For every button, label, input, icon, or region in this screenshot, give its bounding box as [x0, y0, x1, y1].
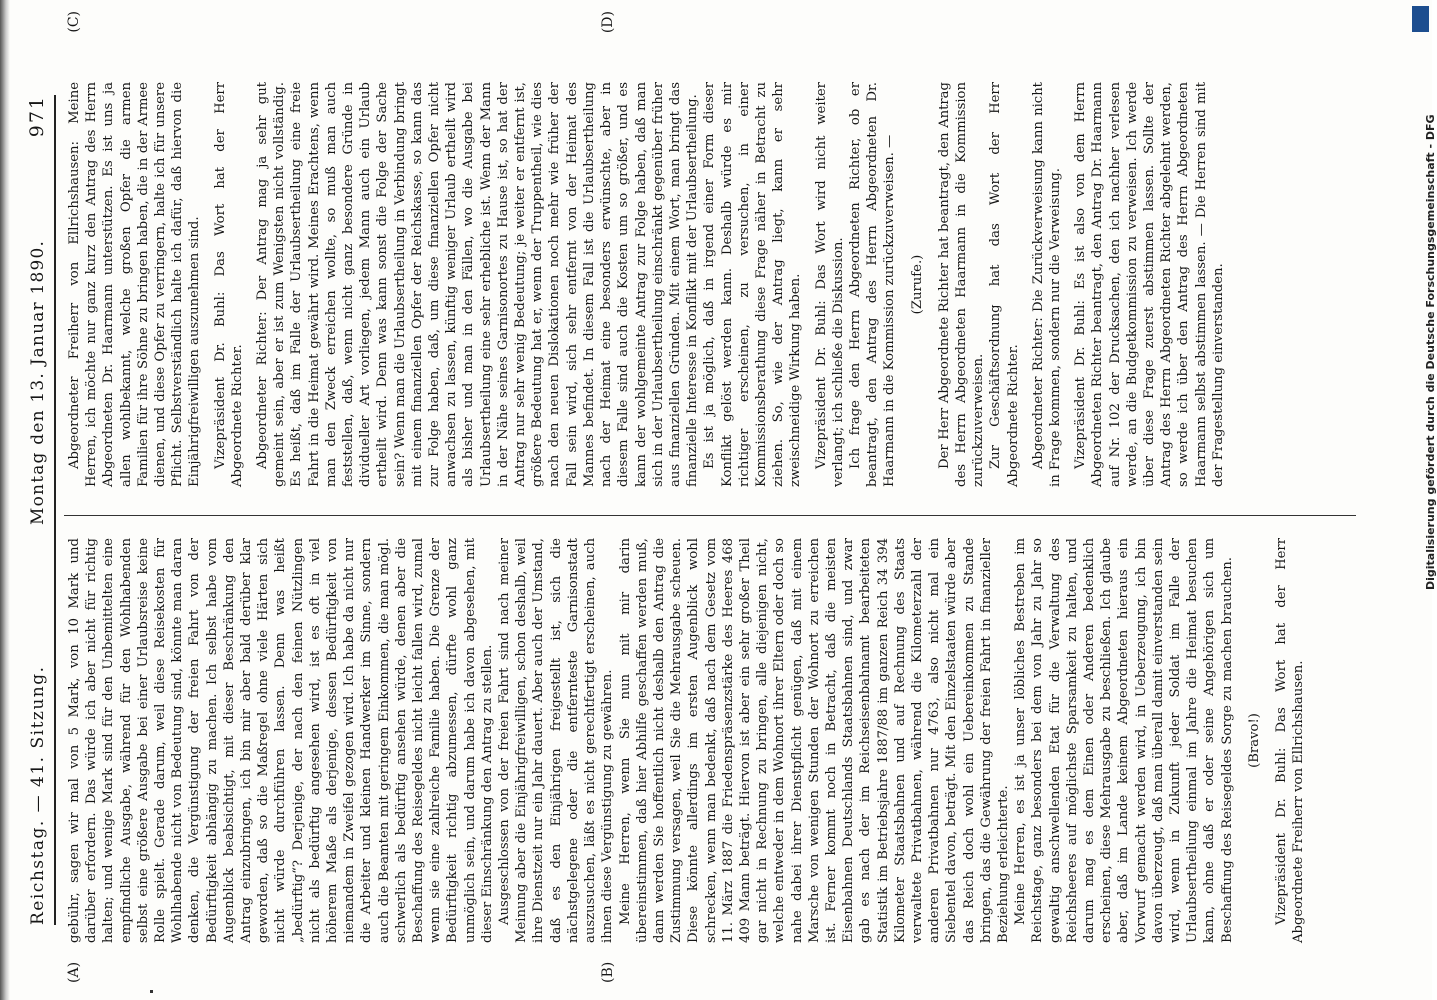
- paragraph: Meine Herren, wenn Sie nun mit mir darin übereinstimmen, daß hier Abhilfe geschaffen werden muß, dann werden Sie hoffentlich nicht deshalb den Antrag die Zustimmung versagen, weil Sie die Mehrausgabe scheuen. Diese könnte allerdings im ersten Augenblick wohl schrecken, wenn man bedenkt, daß nach dem Gesetz vom 11. März 1887 die Friedenspräsenzstärke des Heeres 468 409 Mann beträgt. Hiervon ist aber ein sehr großer Theil gar nicht in Rechnung zu bringen, alle diejenigen nicht, welche entweder in dem Wohnort ihrer Eltern oder doch so nahe dabei ihrer Dienstpflicht genügen, daß mit einem Marsche von wenigen Stunden der Wohnort zu erreichen ist. Ferner kommt noch in Betracht, daß die meisten Eisenbahnen Deutschlands Staatsbahnen sind, und zwar gab es nach der im Reichseisenbahnamt bearbeiteten Statistik im Betriebsjahre 1887/88 im ganzen Reich 34 394 Kilometer Staatsbahnen und auf Rechnung des Staats verwaltete Privatbahnen, während die Kilometerzahl der anderen Privatbahnen nur 4763, also nicht mal ein Siebentel davon, beträgt. Mit den Einzelstaaten würde aber das Reich doch wohl ein Uebereinkommen zu Stande bringen, das die Gewährung der freien Fahrt in finanzieller Beziehung erleichterte.: [617, 538, 1011, 943]
- paragraph: Vizepräsident Dr. Buhl: Es ist also von dem Herrn Abgeordneten Richter beantragt, den Antrag Dr. Haarmann auf Nr. 102 der Drucksachen, den ich nachher verlesen werde, an die Budgetkommission zu verweisen. Ich werde über diese Frage zuerst abstimmen lassen. Sollte der Antrag des Herrn Abgeordneten Richter abgelehnt werden, so werde ich über den Antrag des Herrn Abgeordneten Haarmann selbst abstimmen lassen. — Die Herren sind mit der Fragestellung einverstanden.: [1073, 82, 1226, 487]
- paragraph: Vizepräsident Dr. Buhl: Das Wort wird nicht weiter verlangt; ich schließe die Diskussion.: [813, 82, 846, 487]
- header-title: Reichstag. — 41. Sitzung.: [28, 665, 48, 925]
- interjection-note: (Zurufe.): [909, 254, 925, 315]
- margin-letter-b: (B): [600, 961, 616, 983]
- dfg-logo: [1412, 6, 1429, 32]
- scan-edge-shadow: [0, 0, 10, 1000]
- rotated-page-content: [20, 11, 1360, 983]
- scan-speck: [150, 990, 153, 993]
- running-header: [20, 95, 56, 925]
- left-column: [66, 538, 1352, 943]
- margin-letter-a: (A): [66, 961, 82, 983]
- column-divider: [64, 515, 1356, 516]
- paragraph: Abgeordneter Freiherr von Ellrichshausen: Meine Herren, ich möchte nur ganz kurz den Antrag des Herrn Abgeordneten Dr. Haarmann unterstützen. Es ist uns ja allen wohlbekannt, welche großen Opfer die armen Familien für ihre Söhne zu bringen haben, die in der Armee dienen, und diese Opfer zu verringern, halte ich für unsere Pflicht. Selbstverständlich halte ich dafür, daß hiervon die Einjährigfreiwilligen auszunehmen sind.: [67, 82, 203, 487]
- header-date: Montag den 13. Januar 1890.: [28, 239, 48, 525]
- paragraph: Ich frage den Herrn Abgeordneten Richter, ob er beantragt, den Antrag des Herrn Abgeordneten Dr. Haarmann in die Kommission zurückzuverweisen. —: [847, 82, 898, 487]
- dfg-watermark-text: Digitalisierung gefördert durch die Deutsche Forschungsgemeinschaft - DFG: [1424, 114, 1437, 590]
- paragraph: Es ist ja möglich, daß in irgend einer Form dieser Konflikt gelöst werden kann. Deshalb würde es mir richtiger erscheinen, zu versuchen, in einer Kommissionsberathung diese Frage näher in Betracht zu ziehen. So, wie der Antrag liegt, kann er sehr zweischneidige Wirkung haben.: [702, 82, 804, 487]
- paragraph: Meine Herren, es ist ja unser löbliches Bestreben im Reichstage, ganz besonders bei dem von Jahr zu Jahr so gewaltig anschwellenden Etat für die Verwaltung des Reichsheeres auf möglichste Sparsamkeit zu halten, und darum mag es dem Einen oder Anderen bedenklich erscheinen, diese Mehrausgabe zu beschließen. Ich glaube aber, daß im Lande keinem Abgeordneten hieraus ein Vorwurf gemacht werden wird, in Ueberzeugung, ich bin davon überzeugt, daß man überall damit einverstanden sein wird, wenn in Zukunft jeder Soldat im Falle der Urlaubsertheilung einmal im Jahre die Heimat besuchen kann, ohne daß er oder seine Angehörigen sich um Beschaffung des Reisegeldes Sorge zu machen brauchen.: [1013, 538, 1235, 943]
- right-column: [66, 82, 1352, 487]
- paragraph: Ausgeschlossen von der freien Fahrt sind nach meiner Meinung aber die Einjährigfreiwilligen, schon deshalb, weil ihre Dienstzeit nur ein Jahr dauert. Aber auch der Umstand, daß es den Einjährigen freigestellt ist, sich die nächstgelegene oder die entfernteste Garnisonstadt auszusuchen, läßt es nicht gerechtfertigt erscheinen, auch ihnen diese Vergünstigung zu gewähren.: [497, 538, 616, 943]
- paragraph: Vizepräsident Dr. Buhl: Das Wort hat der Herr Abgeordnete Freiherr von Ellrichshausen.: [1274, 538, 1307, 943]
- paragraph: Vizepräsident Dr. Buhl: Das Wort hat der Herr Abgeordnete Richter.: [212, 82, 245, 487]
- page-number: 971: [26, 95, 48, 138]
- paragraph: gebühr, sagen wir mal von 5 Mark, von 10 Mark und darüber erfordern. Das würde ich aber nicht für richtig halten; und wenige Mark sind für den Unbemittelten eine empfindliche Ausgabe, während für den Wohlhabenden selbst eine größere Ausgabe bei einer Urlaubsreise keine Rolle spielt. Gerade darum, weil diese Reisekosten für Wohlhabende nicht von Bedeutung sind, könnte man daran denken, die Vergünstigung der freien Fahrt von der Bedürftigkeit abhängig zu machen. Ich selbst habe vom Augenblick beabsichtigt, mit dieser Beschränkung den Antrag einzubringen, ich bin mir aber bald derüber klar geworden, daß so die Maßregel ohne viele Härten sich nicht würde durchführen lassen. Denn was heißt „bedürftig“? Derjenige, der nach den feinen Nützlingen nicht als bedürftig angesehen wird, ist es oft in viel höherem Maße als derjenige, dessen Bedürftigkeit von niemandem in Zweifel gezogen wird. Ich habe da nicht nur die Arbeiter und kleinen Handwerker im Sinne, sondern auch die Beamten mit geringem Einkommen, die man mögl. schwerlich als bedürftig ansehen würde, denen aber die Beschaffung des Reisegeldes nicht leicht fallen wird, zumal wenn sie eine zahlreiche Familie haben. Die Grenze der Bedürftigkeit richtig abzumessen, dürfte wohl ganz unmöglich sein, und darum habe ich davon abgesehen, mit dieser Einschränkung den Antrag zu stellen.: [67, 538, 495, 943]
- margin-letter-d: (D): [600, 11, 616, 34]
- paragraph: Zur Geschäftsordnung hat das Wort der Herr Abgeordnete Richter.: [988, 82, 1021, 487]
- applause-note: (Bravo!): [1246, 713, 1262, 768]
- margin-letter-c: (C): [66, 11, 82, 33]
- paragraph: Der Herr Abgeordnete Richter hat beantragt, den Antrag des Herrn Abgeordneten Haarmann in die Kommission zurückzuverweisen.: [936, 82, 987, 487]
- paragraph: Abgeordneter Richter: Der Antrag mag ja sehr gut gemeint sein, aber er ist zum Wenigsten nicht vollständig. Es heißt, daß im Falle der Urlaubsertheilung eine freie Fahrt in die Heimat gewährt wird. Meines Erachtens, wenn man den Zweck erreichen wollte, so muß man auch feststellen, daß, wenn nicht ganz besondere Gründe in dividueller Art vorliegen, jedem Mann auch ein Urlaub ertheilt wird. Denn was kann sonst die Folge der Sache sein? Wenn man die Urlaubsertheilung in Verbindung bringt mit einem finanziellen Opfer der Reichskasse, so kann das zur Folge haben, daß, um diese finanziellen Opfer nicht anwachsen zu lassen, künftig weniger Urlaub ertheilt wird als bisher und man in den Fällen, wo die Ausgabe bei Urlaubsertheilung eine sehr erhebliche ist. Wenn der Mann in der Nähe seines Garnisonortes zu Hause ist, so hat der Antrag nur sehr wenig Bedeutung; je weiter er entfernt ist, größere Bedeutung hat er, wenn der Truppentheil, wie dies nach den neuen Dislokationen noch mehr wie früher der Fall sein wird, sich sehr entfernt von der Heimat des Mannes befindet. In diesem Fall ist die Urlaubsertheilung nach der Heimat eine besonders erwünschte, aber in diesem Falle sind auch die Kosten um so größer, und es kann der wohlgemeinte Antrag zur Folge haben, daß man sich in der Urlaubsertheilung einschränkt gegenüber früher aus finanziellen Gründen. Mit einem Wort, man bringt das finanzielle Interesse in Konflikt mit der Urlaubsertheilung.: [255, 82, 701, 487]
- paragraph: Abgeordneter Richter: Die Zurückverweisung kann nicht in Frage kommen, sondern nur die Verweisung.: [1030, 82, 1063, 487]
- dfg-watermark: [1412, 4, 1437, 590]
